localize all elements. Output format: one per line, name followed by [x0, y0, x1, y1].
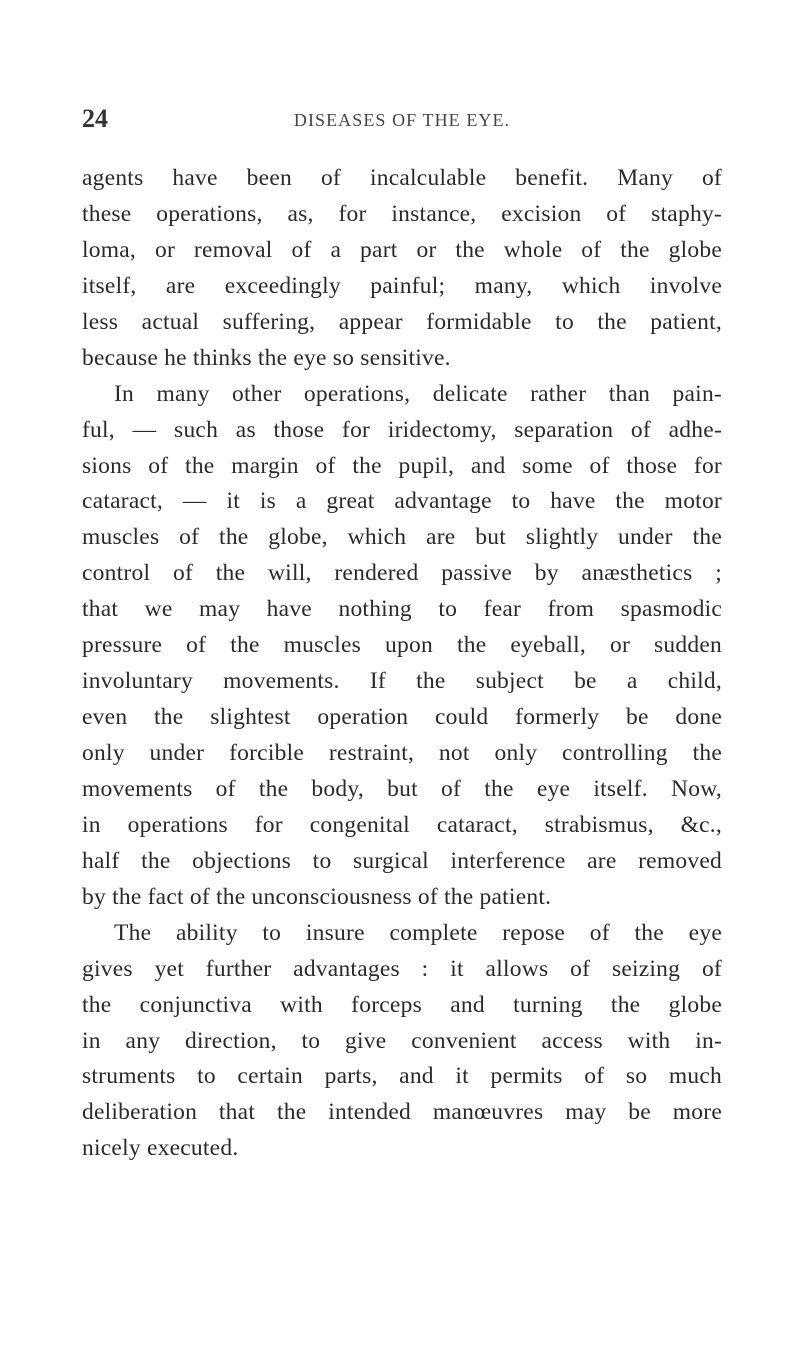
text-line: muscles of the globe, which are but slightly under the [82, 524, 722, 551]
text-line: gives yet further advantages : it allows of seizing of [82, 955, 722, 982]
text-line: movements of the body, but of the eye itself. Now, [82, 775, 722, 802]
text-line: in operations for congenital cataract, strabismus, &c., [82, 811, 722, 838]
text-line: only under forcible restraint, not only controlling the [82, 740, 722, 766]
text-line: deliberation that the intended manœuvres may be more [82, 1099, 722, 1126]
text-line: In many other operations, delicate rather than pain- [114, 380, 722, 407]
text-line: that we may have nothing to fear from spasmodic [82, 596, 722, 623]
text-line: the conjunctiva with forceps and turning the globe [82, 991, 722, 1018]
text-line: itself, are exceedingly painful; many, which involve [82, 272, 722, 299]
text-line: less actual suffering, appear formidable to the patient, [82, 308, 722, 335]
text-line: pressure of the muscles upon the eyeball, or sudden [82, 632, 722, 659]
text-line: because he thinks the eye so sensitive. [82, 344, 451, 371]
text-line: agents have been of incalculable benefit. Many of [82, 165, 722, 191]
text-line: loma, or removal of a part or the whole of the globe [82, 236, 722, 263]
text-line: involuntary movements. If the subject be a child, [82, 668, 722, 695]
text-line: control of the will, rendered passive by anæsthetics ; [82, 560, 722, 587]
text-line: in any direction, to give convenient access with in- [82, 1027, 722, 1054]
text-line: nicely executed. [82, 1135, 239, 1162]
text-line: struments to certain parts, and it permits of so much [82, 1063, 722, 1090]
text-line: half the objections to surgical interference are removed [82, 847, 722, 874]
page-number: 24 [82, 104, 108, 133]
text-line: by the fact of the unconsciousness of the patient. [82, 883, 552, 910]
text-line: The ability to insure complete repose of the eye [114, 919, 722, 946]
text-line: these operations, as, for instance, excision of staphy- [82, 200, 722, 227]
text-line: sions of the margin of the pupil, and some of those for [82, 452, 722, 479]
text-line: cataract, — it is a great advantage to have the motor [82, 488, 722, 515]
text-line: even the slightest operation could formerly be done [82, 704, 722, 731]
running-title: DISEASES OF THE EYE. [293, 110, 511, 130]
text-line: ful, — such as those for iridectomy, separation of adhe- [82, 416, 722, 443]
body-text [82, 161, 722, 1167]
running-head [82, 104, 722, 134]
